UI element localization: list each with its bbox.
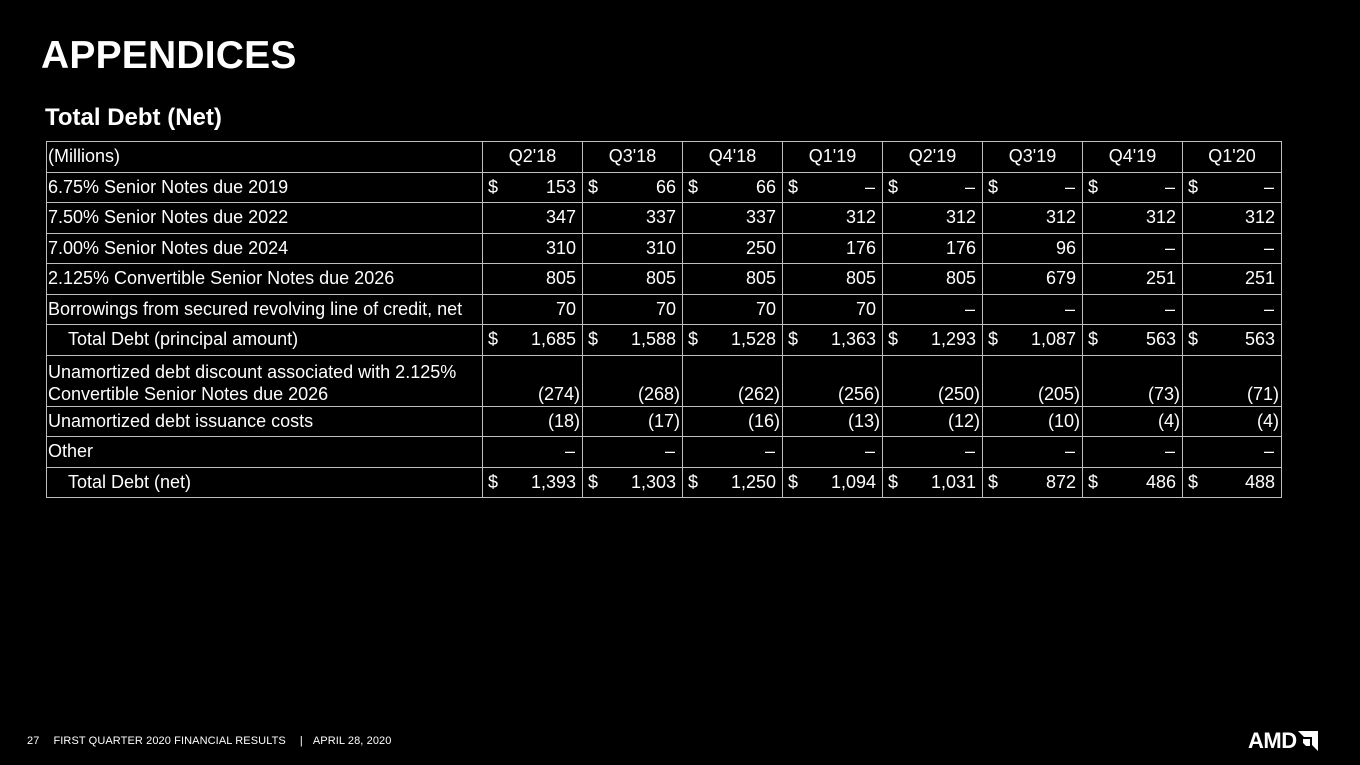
cell-value: – [964,441,975,462]
cell-value: – [1164,237,1175,258]
value-cell [683,264,783,295]
cell-value: 486 [1145,471,1176,492]
value-cell [683,233,783,264]
cell-value: (205) [1037,383,1080,404]
row-label: Total Debt (principal amount) [47,325,483,356]
cell-value: – [1164,176,1175,197]
value-cell [1083,467,1183,498]
currency-symbol: $ [688,471,699,492]
value-cell [783,467,883,498]
cell-value: 70 [555,298,576,319]
value-cell [783,437,883,468]
cell-value: 1,303 [630,471,676,492]
value-cell [883,437,983,468]
value-cell [683,294,783,325]
value-cell [1183,294,1282,325]
value-cell [983,325,1083,356]
value-cell [1083,233,1183,264]
row-label: 7.50% Senior Notes due 2022 [47,203,483,234]
cell-value: 337 [745,207,776,228]
value-cell [683,437,783,468]
value-cell [783,294,883,325]
cell-value: – [1263,441,1274,462]
cell-value: 347 [545,207,576,228]
row-label: Total Debt (net) [47,467,483,498]
cell-value: 563 [1244,329,1275,350]
cell-value: (16) [747,410,780,431]
table-row [47,294,1282,325]
value-cell [783,406,883,437]
currency-symbol: $ [488,329,499,350]
value-cell [583,294,683,325]
currency-symbol: $ [888,176,899,197]
currency-symbol: $ [1188,176,1199,197]
cell-value: 1,031 [930,471,976,492]
cell-value: 1,685 [530,329,576,350]
cell-value: 70 [855,298,876,319]
cell-value: 1,363 [830,329,876,350]
cell-value: (4) [1158,410,1180,431]
cell-value: (10) [1047,410,1080,431]
cell-value: (262) [737,383,780,404]
value-cell [583,437,683,468]
currency-symbol: $ [1088,176,1099,197]
value-cell [983,406,1083,437]
cell-value: 1,087 [1030,329,1076,350]
value-cell [483,467,583,498]
value-cell [783,172,883,203]
value-cell [983,264,1083,295]
cell-value: 310 [545,237,576,258]
cell-value: – [964,298,975,319]
cell-value: 176 [945,237,976,258]
page-number: 27 [27,735,40,747]
value-cell [583,406,683,437]
value-cell [1083,294,1183,325]
table-row [47,355,1282,406]
cell-value: 563 [1145,329,1176,350]
table-row [47,467,1282,498]
value-cell [583,355,683,406]
cell-value: – [1263,298,1274,319]
column-header: Q4'18 [683,142,783,173]
report-date: APRIL 28, 2020 [312,735,392,747]
value-cell [883,264,983,295]
value-cell [483,355,583,406]
cell-value: 1,094 [830,471,876,492]
cell-value: 251 [1244,268,1275,289]
cell-value: (73) [1147,383,1180,404]
cell-value: 310 [645,237,676,258]
value-cell [983,172,1083,203]
value-cell [883,355,983,406]
cell-value: – [1064,176,1075,197]
value-cell [683,467,783,498]
value-cell [883,172,983,203]
table-row [47,406,1282,437]
value-cell [483,203,583,234]
value-cell [1183,325,1282,356]
currency-symbol: $ [588,176,599,197]
value-cell [1183,264,1282,295]
value-cell [583,172,683,203]
value-cell [983,355,1083,406]
value-cell [583,264,683,295]
value-cell [883,233,983,264]
currency-symbol: $ [688,329,699,350]
column-header: Q3'19 [983,142,1083,173]
row-label: Other [47,437,483,468]
value-cell [1183,467,1282,498]
value-cell [583,467,683,498]
row-label: Unamortized debt issuance costs [47,406,483,437]
cell-value: – [864,441,875,462]
cell-value: (4) [1257,410,1279,431]
value-cell [883,294,983,325]
currency-symbol: $ [488,176,499,197]
cell-value: 66 [755,176,776,197]
footer-separator: | [299,735,303,747]
cell-value: – [1164,441,1175,462]
value-cell [783,233,883,264]
column-header: Q2'19 [883,142,983,173]
value-cell [783,325,883,356]
row-label: Unamortized debt discount associated with 2.125% Convertible Senior Notes due 2026 [47,355,483,406]
total-debt-table [46,141,1282,498]
value-cell [483,325,583,356]
cell-value: 312 [845,207,876,228]
value-cell [1083,264,1183,295]
value-cell [583,233,683,264]
value-cell [1083,437,1183,468]
logo-text: AMD [1248,728,1297,753]
table-row [47,325,1282,356]
cell-value: 1,250 [730,471,776,492]
value-cell [883,467,983,498]
footer [27,735,406,747]
cell-value: (12) [947,410,980,431]
cell-value: – [1263,176,1274,197]
cell-value: (274) [537,383,580,404]
column-header: Q3'18 [583,142,683,173]
cell-value: – [1263,237,1274,258]
cell-value: 679 [1045,268,1076,289]
cell-value: (13) [847,410,880,431]
cell-value: – [1064,298,1075,319]
cell-value: – [564,441,575,462]
value-cell [583,325,683,356]
value-cell [1083,406,1183,437]
value-cell [1183,355,1282,406]
unit-label: (Millions) [47,142,483,173]
cell-value: 96 [1055,237,1076,258]
row-label: Borrowings from secured revolving line of credit, net [47,294,483,325]
cell-value: 805 [945,268,976,289]
cell-value: 176 [845,237,876,258]
row-label: 7.00% Senior Notes due 2024 [47,233,483,264]
currency-symbol: $ [788,471,799,492]
table-row [47,203,1282,234]
amd-arrow-icon [1298,731,1318,751]
cell-value: 337 [645,207,676,228]
cell-value: (250) [937,383,980,404]
value-cell [783,264,883,295]
cell-value: 805 [745,268,776,289]
value-cell [1083,172,1183,203]
cell-value: 1,293 [930,329,976,350]
currency-symbol: $ [988,471,999,492]
cell-value: (71) [1246,383,1279,404]
cell-value: 66 [655,176,676,197]
value-cell [683,172,783,203]
cell-value: 250 [745,237,776,258]
cell-value: (17) [647,410,680,431]
value-cell [983,467,1083,498]
cell-value: – [864,176,875,197]
cell-value: – [664,441,675,462]
report-title: FIRST QUARTER 2020 FINANCIAL RESULTS [53,735,286,747]
cell-value: 312 [1244,207,1275,228]
section-subtitle: Total Debt (Net) [45,104,222,131]
value-cell [1183,233,1282,264]
table-row [47,172,1282,203]
currency-symbol: $ [1188,329,1199,350]
table-header-row [47,142,1282,173]
value-cell [483,294,583,325]
value-cell [1183,172,1282,203]
cell-value: 312 [1045,207,1076,228]
cell-value: – [1164,298,1175,319]
value-cell [883,406,983,437]
value-cell [483,233,583,264]
cell-value: 251 [1145,268,1176,289]
cell-value: 70 [755,298,776,319]
value-cell [683,325,783,356]
table-row [47,264,1282,295]
value-cell [983,233,1083,264]
value-cell [883,325,983,356]
value-cell [1183,203,1282,234]
value-cell [583,203,683,234]
slide-title: APPENDICES [41,34,297,77]
value-cell [783,355,883,406]
value-cell [483,406,583,437]
value-cell [683,203,783,234]
table-row [47,437,1282,468]
column-header: Q2'18 [483,142,583,173]
cell-value: 1,528 [730,329,776,350]
value-cell [483,264,583,295]
cell-value: 1,588 [630,329,676,350]
value-cell [683,406,783,437]
cell-value: 1,393 [530,471,576,492]
cell-value: (256) [837,383,880,404]
cell-value: 805 [845,268,876,289]
currency-symbol: $ [1188,471,1199,492]
cell-value: – [764,441,775,462]
cell-value: – [1064,441,1075,462]
row-label: 6.75% Senior Notes due 2019 [47,172,483,203]
cell-value: 872 [1045,471,1076,492]
value-cell [1083,203,1183,234]
value-cell [483,172,583,203]
cell-value: – [964,176,975,197]
currency-symbol: $ [888,471,899,492]
value-cell [983,294,1083,325]
value-cell [883,203,983,234]
cell-value: 312 [945,207,976,228]
column-header: Q1'19 [783,142,883,173]
table-row [47,233,1282,264]
value-cell [1183,437,1282,468]
currency-symbol: $ [1088,329,1099,350]
cell-value: 70 [655,298,676,319]
cell-value: (268) [637,383,680,404]
value-cell [783,203,883,234]
value-cell [483,437,583,468]
cell-value: (18) [547,410,580,431]
currency-symbol: $ [1088,471,1099,492]
column-header: Q4'19 [1083,142,1183,173]
value-cell [683,355,783,406]
currency-symbol: $ [588,471,599,492]
column-header: Q1'20 [1183,142,1282,173]
value-cell [1083,355,1183,406]
value-cell [983,437,1083,468]
cell-value: 488 [1244,471,1275,492]
value-cell [1083,325,1183,356]
currency-symbol: $ [788,176,799,197]
currency-symbol: $ [588,329,599,350]
currency-symbol: $ [788,329,799,350]
value-cell [1183,406,1282,437]
cell-value: 805 [645,268,676,289]
amd-logo [1248,730,1318,752]
cell-value: 153 [545,176,576,197]
cell-value: 312 [1145,207,1176,228]
currency-symbol: $ [988,329,999,350]
currency-symbol: $ [488,471,499,492]
currency-symbol: $ [888,329,899,350]
cell-value: 805 [545,268,576,289]
currency-symbol: $ [688,176,699,197]
value-cell [983,203,1083,234]
row-label: 2.125% Convertible Senior Notes due 2026 [47,264,483,295]
currency-symbol: $ [988,176,999,197]
